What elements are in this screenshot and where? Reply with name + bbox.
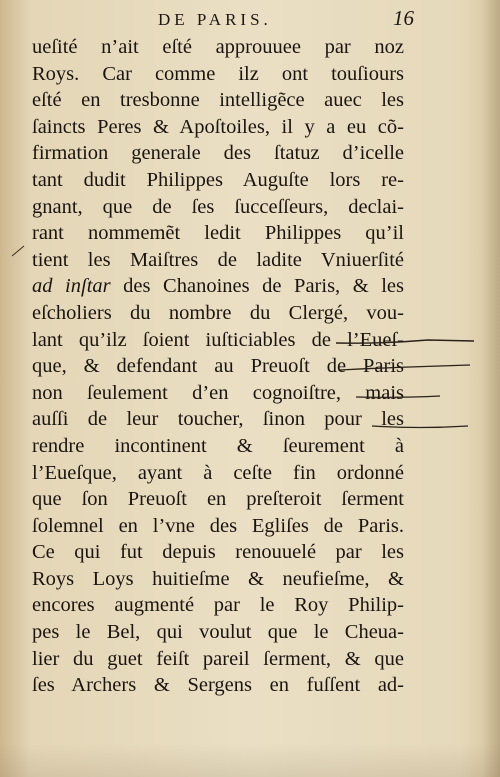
line-text: tant dudit Philippes Auguſte lors re- [32, 168, 404, 191]
line-text: Roys Loys huitieſme & neufieſme, & [32, 567, 404, 590]
text-line [32, 406, 404, 433]
text-line [32, 87, 404, 114]
text-line [32, 672, 404, 699]
line-text: ſaincts Peres & Apoſtoiles, il y a eu cõ- [32, 115, 404, 138]
running-head: DE PARIS. [158, 10, 272, 29]
text-line [32, 513, 404, 540]
line-text: non ſeulement d’en cognoiſtre, mais [32, 381, 404, 404]
body-text [32, 34, 404, 699]
page-bottom-shadow [0, 743, 500, 777]
text-line [32, 592, 404, 619]
text-line [32, 433, 404, 460]
text-line [32, 646, 404, 673]
page-edge-shadow [482, 0, 500, 777]
line-text: ueſité n’ait eſté approuuee par noz [32, 36, 404, 58]
line-text: des Chanoines de Paris, & les [110, 275, 404, 298]
line-text: rant nommemẽt ledit Philippes qu’il [32, 222, 404, 245]
line-text: Roys. Car comme ilz ont touſiours [32, 62, 404, 85]
text-line [32, 460, 404, 487]
line-text: eſté en tresbonne intelligẽce auec les [32, 89, 404, 112]
line-text: lant qu’ilz ſoient iuſticiables de l’Eueſ- [32, 328, 404, 351]
line-text: eſcholiers du nombre du Clergé, vou- [32, 301, 404, 324]
text-line [32, 140, 404, 167]
line-text: ſes Archers & Sergens en fuſſent ad- [32, 674, 404, 697]
text-line [32, 273, 404, 300]
text-line [32, 220, 404, 247]
line-text: encores augmenté par le Roy Philip- [32, 594, 404, 617]
line-text: pes le Bel, qui voulut que le Cheua- [32, 621, 404, 644]
line-text: firmation generale des ſtatuz d’icelle [32, 142, 404, 165]
text-line [32, 247, 404, 274]
text-line [32, 380, 404, 407]
text-line [32, 61, 404, 88]
line-text: que, & defendant au Preuoſt de Paris [32, 355, 404, 378]
line-text: lier du guet feiſt pareil ſerment, & que [32, 647, 404, 670]
text-line [32, 114, 404, 141]
line-text: l’Eueſque, ayant à ceſte fin ordonné [32, 461, 404, 484]
margin-tick [12, 246, 24, 256]
line-text: rendre incontinent & ſeurement à [32, 434, 404, 457]
text-line [32, 327, 404, 354]
text-line [32, 539, 404, 566]
text-line [32, 619, 404, 646]
text-line [32, 566, 404, 593]
italic-phrase: ad inſtar [32, 275, 111, 298]
line-text: auſſi de leur toucher, ſinon pour les [32, 408, 404, 431]
line-text: ſolemnel en l’vne des Egliſes de Paris. [32, 514, 404, 537]
text-line [32, 194, 404, 221]
line-text: gnant, que de ſes ſucceſſeurs, declai- [32, 195, 404, 218]
text-line [32, 486, 404, 513]
page-number: 16 [393, 6, 414, 30]
line-text: Ce qui fut depuis renouuelé par les [32, 541, 404, 564]
text-line [32, 300, 404, 327]
line-text: que ſon Preuoſt en preſteroit ſerment [32, 488, 404, 511]
text-line [32, 167, 404, 194]
text-line [32, 34, 404, 61]
text-line [32, 353, 404, 380]
line-text: tient les Maiſtres de ladite Vniuerſité [32, 248, 404, 271]
